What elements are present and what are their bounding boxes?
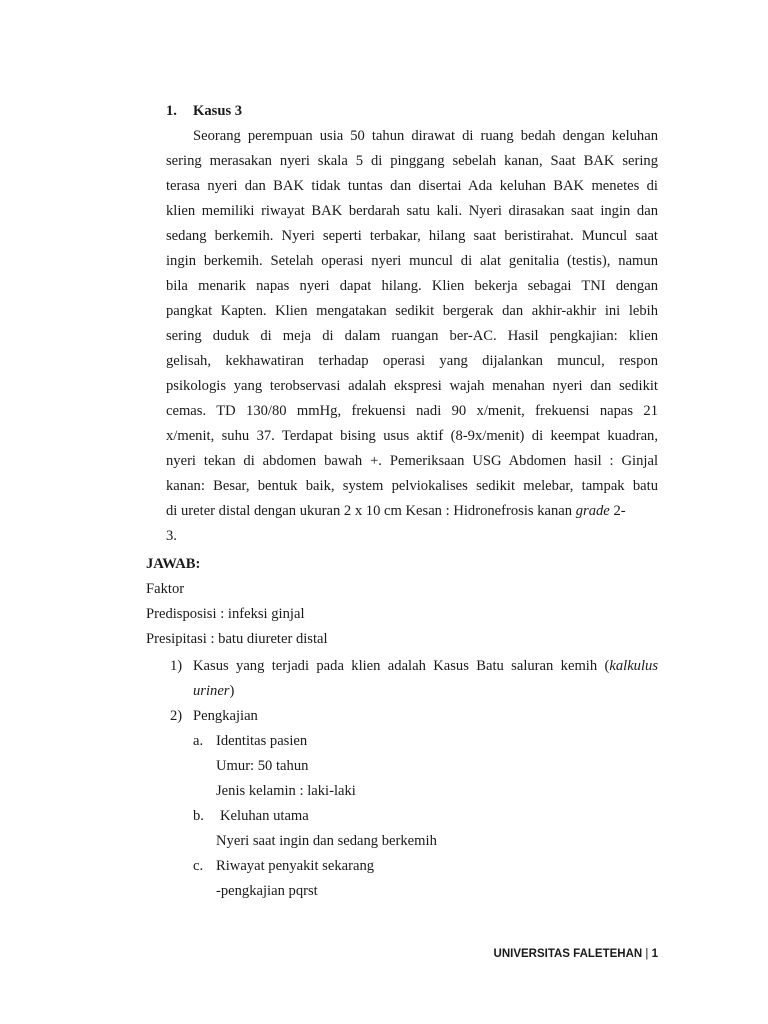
- sub-detail: -pengkajian pqrst: [216, 883, 318, 899]
- case-line: sering duduk di meja di dalam ruangan ber-AC. Hasil pengkajian: klien: [166, 328, 658, 344]
- case-line: sedang berkemih. Nyeri seperti terbakar, hilang saat beristirahat. Muncul saat: [166, 228, 658, 244]
- heading-title: Kasus 3: [193, 103, 243, 119]
- case-line: cemas. TD 130/80 mmHg, frekuensi nadi 90 x/menit, frekuensi napas 21: [166, 403, 658, 419]
- item-text: [193, 654, 658, 679]
- case-line: nyeri tekan di abdomen bawah +. Pemeriksaan USG Abdomen hasil : Ginjal: [166, 453, 658, 469]
- item-number: 2): [170, 708, 183, 724]
- footer-separator: |: [645, 948, 649, 960]
- sub-detail: Jenis kelamin : laki-laki: [216, 783, 356, 799]
- page-footer: [494, 944, 658, 964]
- case-line: psikologis yang terobservasi adalah ekspresi wajah menahan nyeri dan sedikit: [166, 378, 658, 394]
- sub-title: Riwayat penyakit sekarang: [216, 858, 375, 874]
- case-line-text: 2-: [609, 503, 626, 519]
- item-text-part: Kasus yang terjadi pada klien adalah Kasus Batu saluran kemih (: [193, 658, 610, 674]
- case-line: bila menarik napas nyeri dapat hilang. Klien bekerja sebagai TNI dengan: [166, 278, 658, 294]
- presipitasi-line: Presipitasi : batu diureter distal: [146, 631, 328, 647]
- footer-page-number: 1: [651, 948, 658, 960]
- predisposisi-line: Predisposisi : infeksi ginjal: [146, 606, 305, 622]
- heading-number: 1.: [166, 103, 177, 119]
- case-line: klien memiliki riwayat BAK berdarah satu kali. Nyeri dirasakan saat ingin dan: [166, 203, 658, 219]
- item-text-continued: [193, 679, 234, 704]
- case-line: pangkat Kapten. Klien mengatakan sedikit bergerak dan akhir-akhir ini lebih: [166, 303, 658, 319]
- case-line: terasa nyeri dan BAK tidak tuntas dan disertai Ada keluhan BAK menetes di: [166, 178, 658, 194]
- jawab-heading: JAWAB:: [146, 556, 201, 572]
- sub-letter: a.: [193, 733, 204, 749]
- item-text-italic: uriner: [193, 683, 230, 699]
- case-line: 3.: [166, 528, 177, 544]
- case-line-italic: grade: [575, 503, 610, 519]
- sub-letter: b.: [193, 808, 204, 824]
- faktor-label: Faktor: [146, 581, 185, 597]
- item-text-italic: kalkulus: [609, 658, 658, 674]
- sub-detail: Umur: 50 tahun: [216, 758, 309, 774]
- case-line: Seorang perempuan usia 50 tahun dirawat di ruang bedah dengan keluhan: [193, 128, 658, 144]
- sub-title: Keluhan utama: [220, 808, 309, 824]
- case-line: ingin berkemih. Setelah operasi nyeri muncul di alat genitalia (testis), namun: [166, 253, 658, 269]
- case-line: kanan: Besar, bentuk baik, system pelviokalises sedikit melebar, tampak batu: [166, 478, 658, 494]
- case-line-text: di ureter distal dengan ukuran 2 x 10 cm Kesan : Hidronefrosis kanan: [166, 503, 576, 519]
- sub-letter: c.: [193, 858, 204, 874]
- case-line: sering merasakan nyeri skala 5 di pinggang sebelah kanan, Saat BAK sering: [166, 153, 658, 169]
- footer-institution: UNIVERSITAS FALETEHAN: [493, 948, 643, 960]
- case-line: x/menit, suhu 37. Terdapat bising usus aktif (8-9x/menit) di keempat kuadran,: [166, 428, 658, 444]
- sub-detail: Nyeri saat ingin dan sedang berkemih: [216, 833, 437, 849]
- case-line: gelisah, kekhawatiran terhadap operasi yang dijalankan muncul, respon: [166, 353, 658, 369]
- item-text: Pengkajian: [193, 708, 258, 724]
- sub-title: Identitas pasien: [216, 733, 308, 749]
- item-text-close: ): [229, 683, 235, 699]
- case-line: [166, 499, 626, 524]
- item-number: 1): [170, 658, 183, 674]
